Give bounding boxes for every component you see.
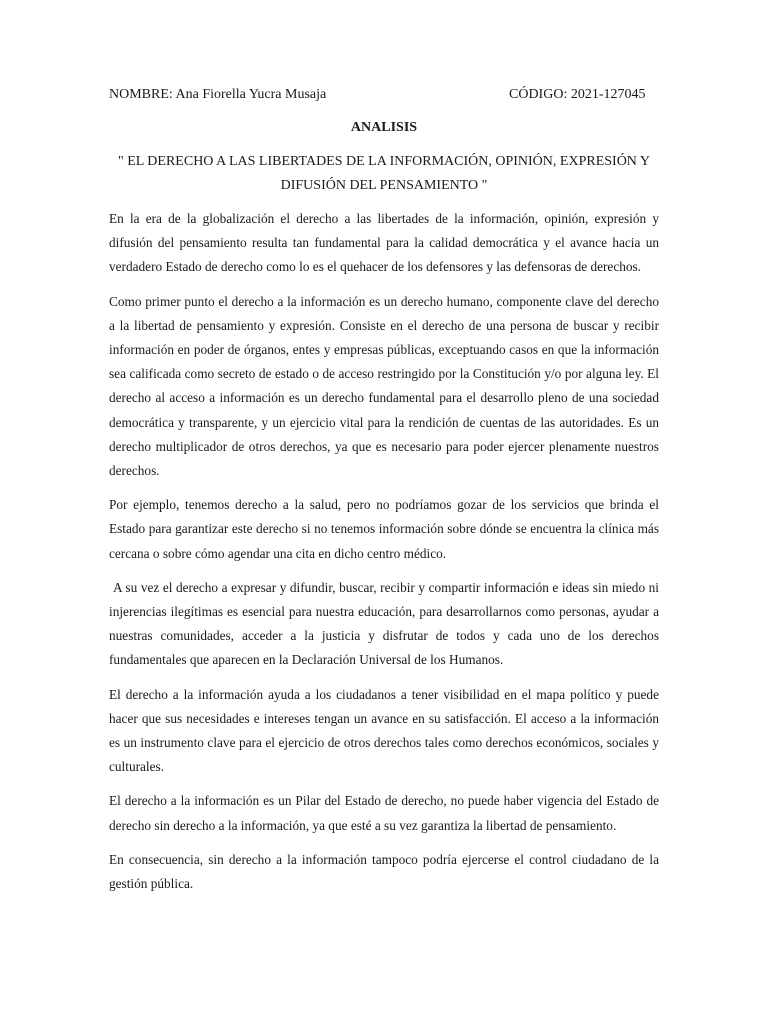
paragraph-4: A su vez el derecho a expresar y difundir, buscar, recibir y compartir información e ideas sin miedo ni injerencias ilegítimas es esencial para nuestra educación, para desarrollarnos como personas, ayudar a nuestras comunidades, acceder a la justicia y disfrutar de todos y cada uno de los derechos fundamentales que aparecen en la Declaración Universal de los Humanos. — [109, 579, 659, 668]
document-subtitle: " EL DERECHO A LAS LIBERTADES DE LA INFORMACIÓN, OPINIÓN, EXPRESIÓN Y DIFUSIÓN DEL PENSAMIENTO " — [118, 154, 650, 193]
paragraph-6: El derecho a la información es un Pilar del Estado de derecho, no puede haber vigencia del Estado de derecho sin derecho a la información, ya que esté a su vez garantiza la libertad de pensamiento. — [109, 793, 659, 833]
paragraph-3: Por ejemplo, tenemos derecho a la salud, pero no podríamos gozar de los servicios que brinda el Estado para garantizar este derecho si no tenemos información sobre dónde se encuentra la clínica más cercana o sobre cómo agendar una cita en dicho centro médico. — [109, 497, 659, 561]
student-name: NOMBRE: Ana Fiorella Yucra Musaja — [109, 87, 327, 102]
document-body — [109, 207, 659, 906]
student-code: CÓDIGO: 2021-127045 — [509, 87, 646, 102]
paragraph-5: El derecho a la información ayuda a los ciudadanos a tener visibilidad en el mapa político y puede hacer que sus necesidades e intereses tengan un avance en su satisfacción. El acceso a la información es un instrumento clave para el ejercicio de otros derechos tales como derechos económicos, sociales y culturales. — [109, 686, 659, 775]
paragraph-2: Como primer punto el derecho a la información es un derecho humano, componente clave del derecho a la libertad de pensamiento y expresión. Consiste en el derecho de una persona de buscar y recibir información en poder de órganos, entes y empresas públicas, exceptuando casos en que la información sea calificada como secreto de estado o de acceso restringido por la Constitución y/o por alguna ley. El derecho al acceso a información es un derecho fundamental para el desarrollo pleno de una sociedad democrática y transparente, y un ejercicio vital para la rendición de cuentas de las autoridades. Es un derecho multiplicador de otros derechos, ya que es necesario para poder ejercer plenamente nuestros derechos. — [109, 293, 659, 479]
paragraph-7: En consecuencia, sin derecho a la información tampoco podría ejercerse el control ciudadano de la gestión pública. — [109, 851, 659, 892]
document-title: ANALISIS — [350, 120, 418, 135]
paragraph-1: En la era de la globalización el derecho a las libertades de la información, opinión, expresión y difusión del pensamiento resulta tan fundamental para la calidad democrática y el avance hacia un verdadero Estado de derecho como lo es el quehacer de los defensores y las defensoras de derechos. — [109, 211, 659, 275]
